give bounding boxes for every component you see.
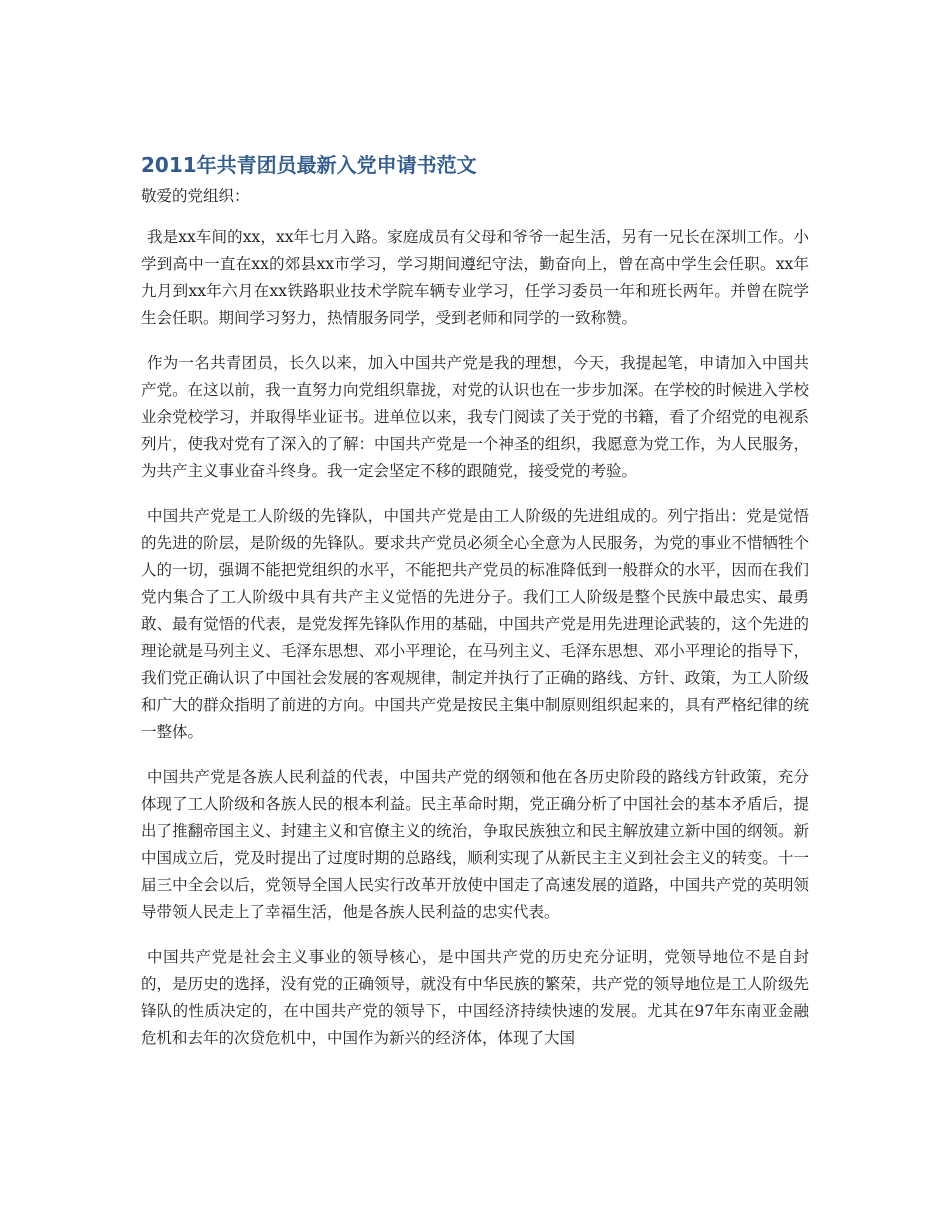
document-title: 2011年共青团员最新入党申请书范文 — [141, 153, 477, 177]
paragraph-3: 中国共产党是工人阶级的先锋队，中国共产党是由工人阶级的先进组成的。列宁指出：党是觉悟的先进的阶层，是阶级的先锋队。要求共产党员必须全心全意为人民服务，为党的事业不惜牺牲个人的一切，强调不能把党组织的水平，不能把共产党员的标准降低到一般群众的水平，因而在我们党内集合了工人阶级中具有共产主义觉悟的先进分子。我们工人阶级是整个民族中最忠实、最勇敢、最有觉悟的代表，是党发挥先锋队作用的基础，中国共产党是用先进理论武装的，这个先进的理论就是马列主义、毛泽东思想、邓小平理论，在马列主义、毛泽东思想、邓小平理论的指导下，我们党正确认识了中国社会发展的客观规律，制定并执行了正确的路线、方针、政策，为工人阶级和广大的群众指明了前进的方向。中国共产党是按民主集中制原则组织起来的，具有严格纪律的统一整体。 — [141, 507, 809, 741]
salutation: 敬爱的党组织： — [141, 187, 250, 205]
paragraph-5: 中国共产党是社会主义事业的领导核心，是中国共产党的历史充分证明，党领导地位不是自封的，是历史的选择，没有党的正确领导，就没有中华民族的繁荣，共产党的领导地位是工人阶级先锋队的性质决定的，在中国共产党的领导下，中国经济持续快速的发展。尤其在97年东南亚金融危机和去年的次贷危机中，中国作为新兴的经济体，体现了大国 — [141, 948, 809, 1047]
paragraph-4: 中国共产党是各族人民利益的代表，中国共产党的纲领和他在各历史阶段的路线方针政策，充分体现了工人阶级和各族人民的根本利益。民主革命时期，党正确分析了中国社会的基本矛盾后，提出了推翻帝国主义、封建主义和官僚主义的统治，争取民族独立和民主解放建立新中国的纲领。新中国成立后，党及时提出了过度时期的总路线，顺利实现了从新民主主义到社会主义的转变。十一届三中全会以后，党领导全国人民实行改革开放使中国走了高速发展的道路，中国共产党的英明领导带领人民走上了幸福生活，他是各族人民利益的忠实代表。 — [141, 768, 809, 921]
paragraph-1: 我是xx车间的xx，xx年七月入路。家庭成员有父母和爷爷一起生活，另有一兄长在深圳工作。小学到高中一直在xx的郊县xx市学习，学习期间遵纪守法，勤奋向上，曾在高中学生会任职。xx年九月到xx年六月在xx铁路职业技术学院车辆专业学习，任学习委员一年和班长两年。并曾在院学生会任职。期间学习努力，热情服务同学，受到老师和同学的一致称赞。 — [141, 228, 809, 327]
paragraph-2: 作为一名共青团员，长久以来，加入中国共产党是我的理想，今天，我提起笔，申请加入中国共产党。在这以前，我一直努力向党组织靠拢，对党的认识也在一步步加深。在学校的时候进入学校业余党校学习，并取得毕业证书。进单位以来，我专门阅读了关于党的书籍，看了介绍党的电视系列片，使我对党有了深入的了解：中国共产党是一个神圣的组织，我愿意为党工作，为人民服务，为共产主义事业奋斗终身。我一定会坚定不移的跟随党，接受党的考验。 — [141, 354, 809, 480]
document-page — [141, 150, 809, 1052]
